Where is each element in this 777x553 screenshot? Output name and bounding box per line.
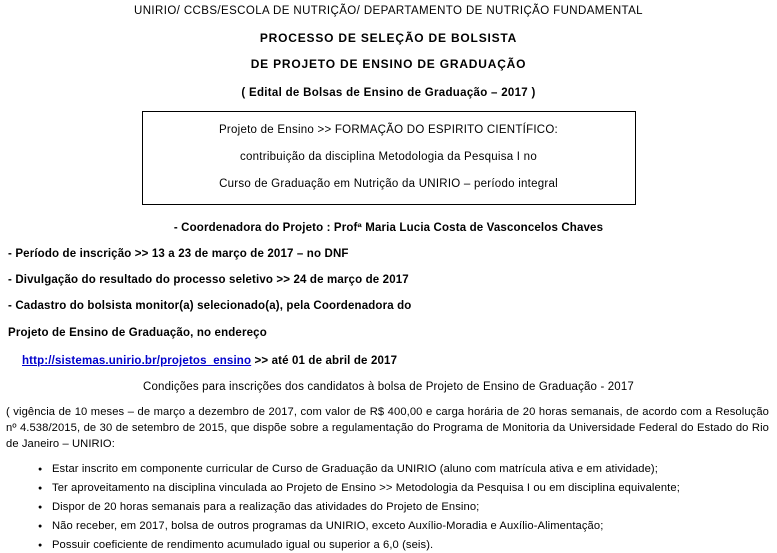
requirements-list: [0, 462, 777, 552]
conditions-paragraph: ( vigência de 10 meses – de março a dezembro de 2017, com valor de R$ 400,00 e carga horária de 20 horas semanais, de acordo com a Resolução nº 4.538/2015, de 30 de setembro de 2015, que dispõe sobre a regulamentação do Programa de Monitoria da Universidade Federal do Estado do Rio de Janeiro – UNIRIO:: [6, 405, 769, 451]
info-item-results-disclosure: - Divulgação do resultado do processo seletivo >> 24 de março de 2017: [8, 273, 409, 286]
document-title-line-1: PROCESSO DE SELEÇÃO DE BOLSISTA: [259, 31, 518, 45]
info-item-registration: - Cadastro do bolsista monitor(a) selecionado(a), pela Coordenadora do: [8, 299, 412, 312]
info-item-registration-address: Projeto de Ensino de Graduação, no endereço: [8, 326, 267, 339]
registration-link-line: [22, 355, 777, 367]
project-box-line-3: Curso de Graduação em Nutrição da UNIRIO – período integral: [219, 178, 558, 191]
list-item: ● Ter aproveitamento na disciplina vinculada ao Projeto de Ensino >> Metodologia da Pesquisa I ou em disciplina equivalente;: [52, 481, 777, 495]
info-item-inscription-period: - Período de inscrição >> 13 a 23 de março de 2017 – no DNF: [8, 247, 349, 260]
coordinator-line: - Coordenadora do Projeto : Profª Maria Lucia Costa de Vasconcelos Chaves: [173, 221, 604, 234]
project-box-wrapper: [0, 111, 777, 205]
list-item: ● Possuir coeficiente de rendimento acumulado igual ou superior a 6,0 (seis).: [52, 538, 777, 552]
conditions-title: Condições para inscrições dos candidatos à bolsa de Projeto de Ensino de Graduação - 2017: [143, 380, 634, 393]
list-item: ● Estar inscrito em componente curricular de Curso de Graduação da UNIRIO (aluno com matrícula ativa e em atividade);: [52, 462, 777, 476]
document-page: [0, 5, 777, 552]
institution-header: UNIRIO/ CCBS/ESCOLA DE NUTRIÇÃO/ DEPARTAMENTO DE NUTRIÇÃO FUNDAMENTAL: [134, 5, 643, 17]
document-subtitle: ( Edital de Bolsas de Ensino de Graduação – 2017 ): [241, 87, 536, 99]
document-title-line-2: DE PROJETO DE ENSINO DE GRADUAÇÃO: [250, 57, 527, 71]
list-item: ● Dispor de 20 horas semanais para a realização das atividades do Projeto de Ensino;: [52, 500, 777, 514]
project-box-line-1: Projeto de Ensino >> FORMAÇÃO DO ESPIRITO CIENTÍFICO:: [219, 124, 558, 136]
registration-link[interactable]: http://sistemas.unirio.br/projetos_ensino: [22, 354, 252, 367]
registration-link-suffix: >> até 01 de abril de 2017: [251, 354, 398, 367]
project-title-box: [142, 111, 636, 205]
project-box-line-2: contribuição da disciplina Metodologia da Pesquisa I no: [240, 151, 537, 164]
list-item: ● Não receber, em 2017, bolsa de outros programas da UNIRIO, exceto Auxílio-Moradia e Auxílio-Alimentação;: [52, 519, 777, 533]
